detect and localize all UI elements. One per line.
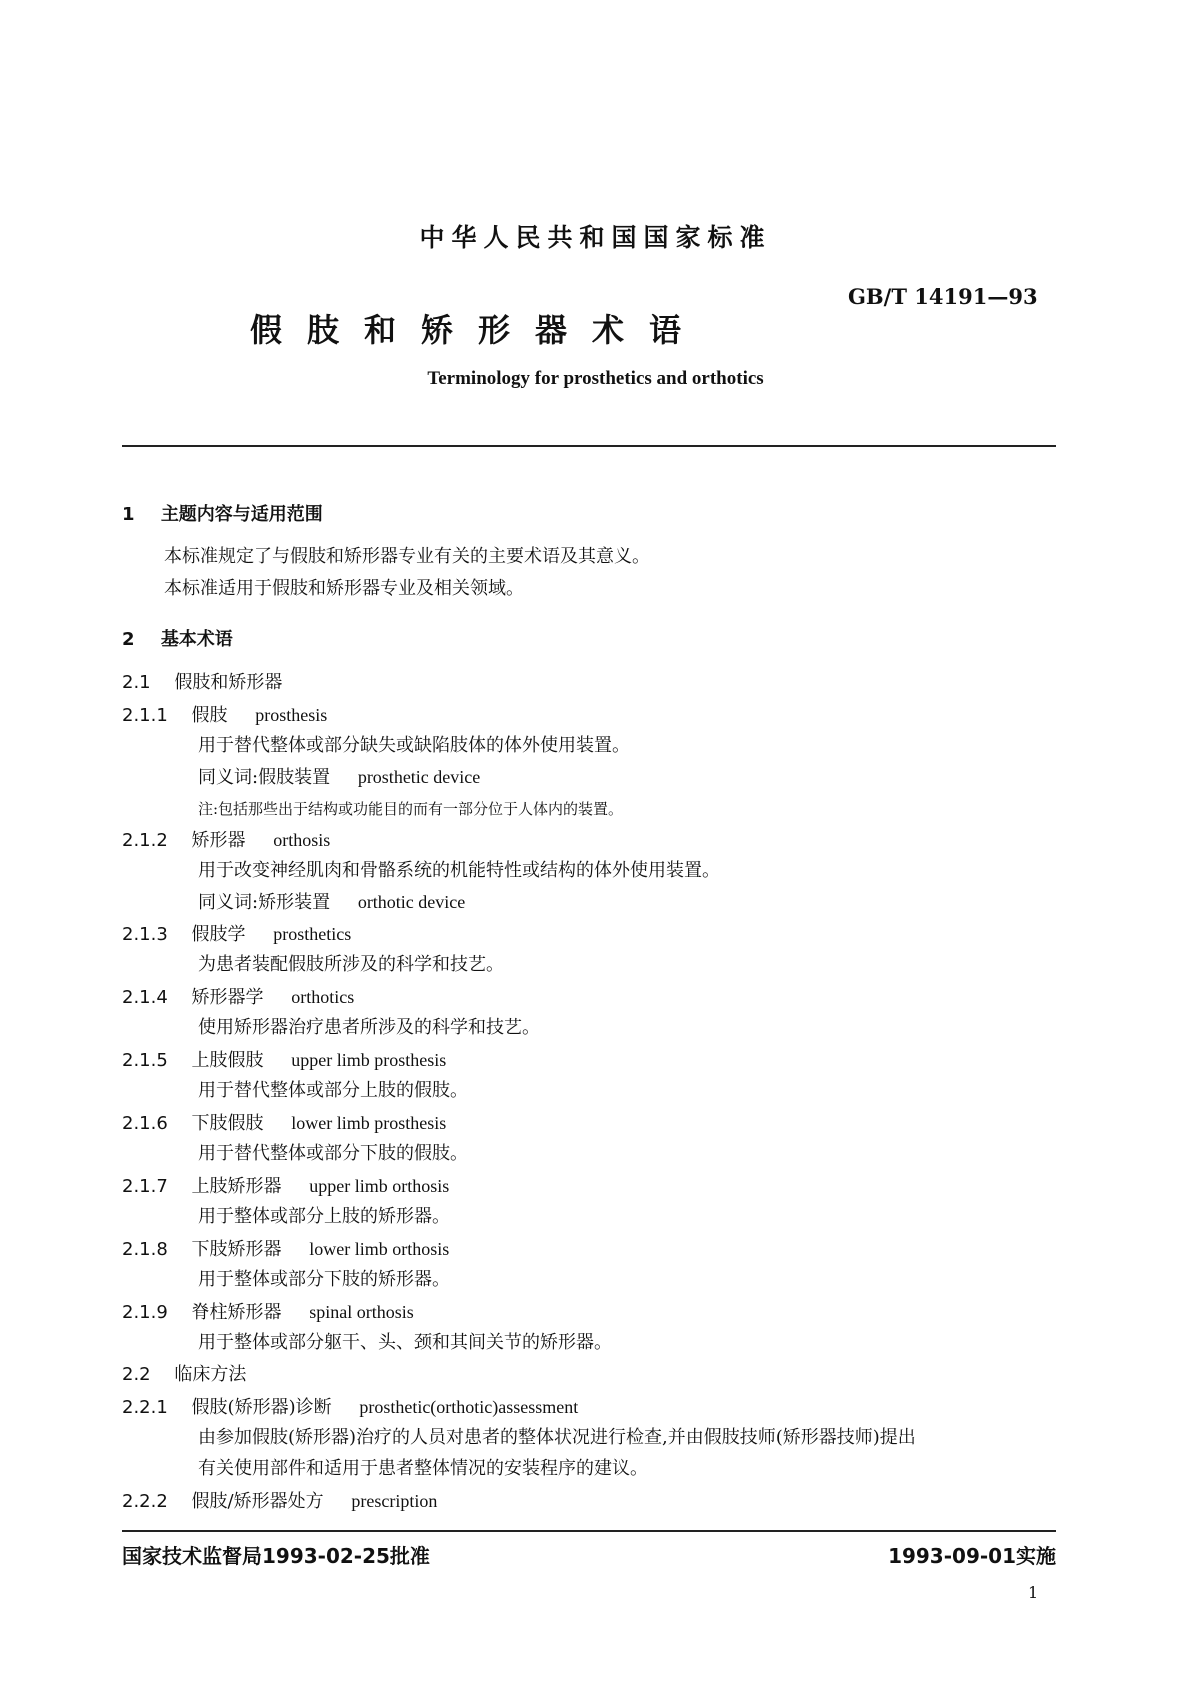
term-2-1-5: [122, 1049, 446, 1072]
term-2-1-9: [122, 1301, 414, 1324]
term-number: 2.1.3: [122, 924, 168, 945]
term-definition: 用于整体或部分上肢的矫形器。: [198, 1206, 450, 1227]
term-definition: 使用矫形器治疗患者所涉及的科学和技艺。: [198, 1017, 540, 1038]
term-2-1-4: [122, 986, 354, 1009]
section-title: 基本术语: [160, 629, 233, 650]
term-definition: 用于改变神经肌肉和骨骼系统的机能特性或结构的体外使用装置。: [198, 860, 720, 881]
term-en: spinal orthosis: [309, 1302, 414, 1322]
term-number: 2.1.2: [122, 830, 168, 851]
section-2-heading: [122, 625, 233, 651]
subsection-2-2: [122, 1364, 246, 1386]
term-en: lower limb prosthesis: [291, 1113, 447, 1133]
term-number: 2.1.7: [122, 1176, 168, 1197]
synonym-en: prosthetic device: [357, 767, 481, 787]
section-number: 2: [122, 629, 135, 650]
section-1-heading: [122, 500, 323, 526]
footer-divider: [122, 1530, 1056, 1532]
header-divider: [122, 445, 1056, 447]
standard-number: GB/T 14191—93: [848, 284, 1038, 309]
term-cn: 上肢矫形器: [191, 1176, 282, 1197]
term-cn: 矫形器: [191, 830, 246, 851]
term-synonym: [198, 891, 465, 914]
clause-title: 临床方法: [174, 1364, 247, 1385]
term-2-1-1: [122, 704, 327, 727]
standard-title-cn: 假肢和矫形器术语: [250, 311, 707, 349]
term-cn: 假肢: [191, 705, 228, 726]
term-cn: 上肢假肢: [191, 1050, 264, 1071]
term-number: 2.1.1: [122, 705, 168, 726]
term-en: prosthetic(orthotic)assessment: [359, 1397, 579, 1417]
term-number: 2.1.5: [122, 1050, 168, 1071]
term-number: 2.2.2: [122, 1491, 168, 1512]
term-cn: 假肢/矫形器处方: [191, 1491, 324, 1512]
clause-number: 2.1: [122, 672, 151, 693]
term-definition: 用于整体或部分躯干、头、颈和其间关节的矫形器。: [198, 1332, 612, 1353]
subsection-2-1: [122, 672, 282, 694]
term-2-1-3: [122, 923, 351, 946]
term-note: 注:包括那些出于结构或功能目的而有一部分位于人体内的装置。: [198, 800, 624, 818]
clause-title: 假肢和矫形器: [174, 672, 283, 693]
term-number: 2.1.8: [122, 1239, 168, 1260]
term-synonym: [198, 766, 480, 789]
synonym-en: orthotic device: [357, 892, 466, 912]
national-standard-title: 中华人民共和国国家标准: [419, 223, 772, 252]
term-cn: 矫形器学: [191, 987, 264, 1008]
term-en: orthotics: [291, 987, 355, 1007]
synonym-cn: 同义词:假肢装置: [198, 767, 331, 788]
paragraph: 本标准适用于假肢和矫形器专业及相关领域。: [164, 578, 524, 599]
section-title: 主题内容与适用范围: [160, 504, 323, 525]
term-2-1-6: [122, 1112, 446, 1135]
term-2-1-2: [122, 829, 330, 852]
term-cn: 脊柱矫形器: [191, 1302, 282, 1323]
term-en: prescription: [351, 1491, 438, 1511]
term-definition: 为患者装配假肢所涉及的科学和技艺。: [198, 954, 504, 975]
term-definition: 用于整体或部分下肢的矫形器。: [198, 1269, 450, 1290]
term-en: upper limb prosthesis: [291, 1050, 447, 1070]
term-2-2-2: [122, 1490, 437, 1513]
term-definition: 用于替代整体或部分上肢的假肢。: [198, 1080, 468, 1101]
term-definition-continued: 有关使用部件和适用于患者整体情况的安装程序的建议。: [198, 1458, 648, 1479]
term-2-1-8: [122, 1238, 449, 1261]
effective-date: 1993-09-01实施: [888, 1544, 1056, 1568]
term-definition: 由参加假肢(矫形器)治疗的人员对患者的整体状况进行检查,并由假肢技师(矫形器技师)提出: [198, 1427, 916, 1448]
term-cn: 下肢假肢: [191, 1113, 264, 1134]
term-number: 2.1.9: [122, 1302, 168, 1323]
synonym-cn: 同义词:矫形装置: [198, 892, 331, 913]
term-2-1-7: [122, 1175, 449, 1198]
term-definition: 用于替代整体或部分下肢的假肢。: [198, 1143, 468, 1164]
page-number: 1: [1028, 1583, 1039, 1602]
term-en: prosthetics: [273, 924, 352, 944]
term-en: upper limb orthosis: [309, 1176, 450, 1196]
term-en: orthosis: [273, 830, 331, 850]
paragraph: 本标准规定了与假肢和矫形器专业有关的主要术语及其意义。: [164, 546, 650, 567]
term-number: 2.2.1: [122, 1397, 168, 1418]
standard-title-en: Terminology for prosthetics and orthotics: [427, 368, 764, 389]
term-cn: 下肢矫形器: [191, 1239, 282, 1260]
term-en: prosthesis: [255, 705, 328, 725]
term-number: 2.1.6: [122, 1113, 168, 1134]
term-2-2-1: [122, 1396, 578, 1419]
approval-date: 国家技术监督局1993-02-25批准: [122, 1544, 430, 1568]
term-cn: 假肢学: [191, 924, 246, 945]
term-definition: 用于替代整体或部分缺失或缺陷肢体的体外使用装置。: [198, 735, 630, 756]
term-en: lower limb orthosis: [309, 1239, 450, 1259]
section-number: 1: [122, 504, 135, 525]
term-number: 2.1.4: [122, 987, 168, 1008]
term-cn: 假肢(矫形器)诊断: [191, 1397, 332, 1418]
clause-number: 2.2: [122, 1364, 151, 1385]
